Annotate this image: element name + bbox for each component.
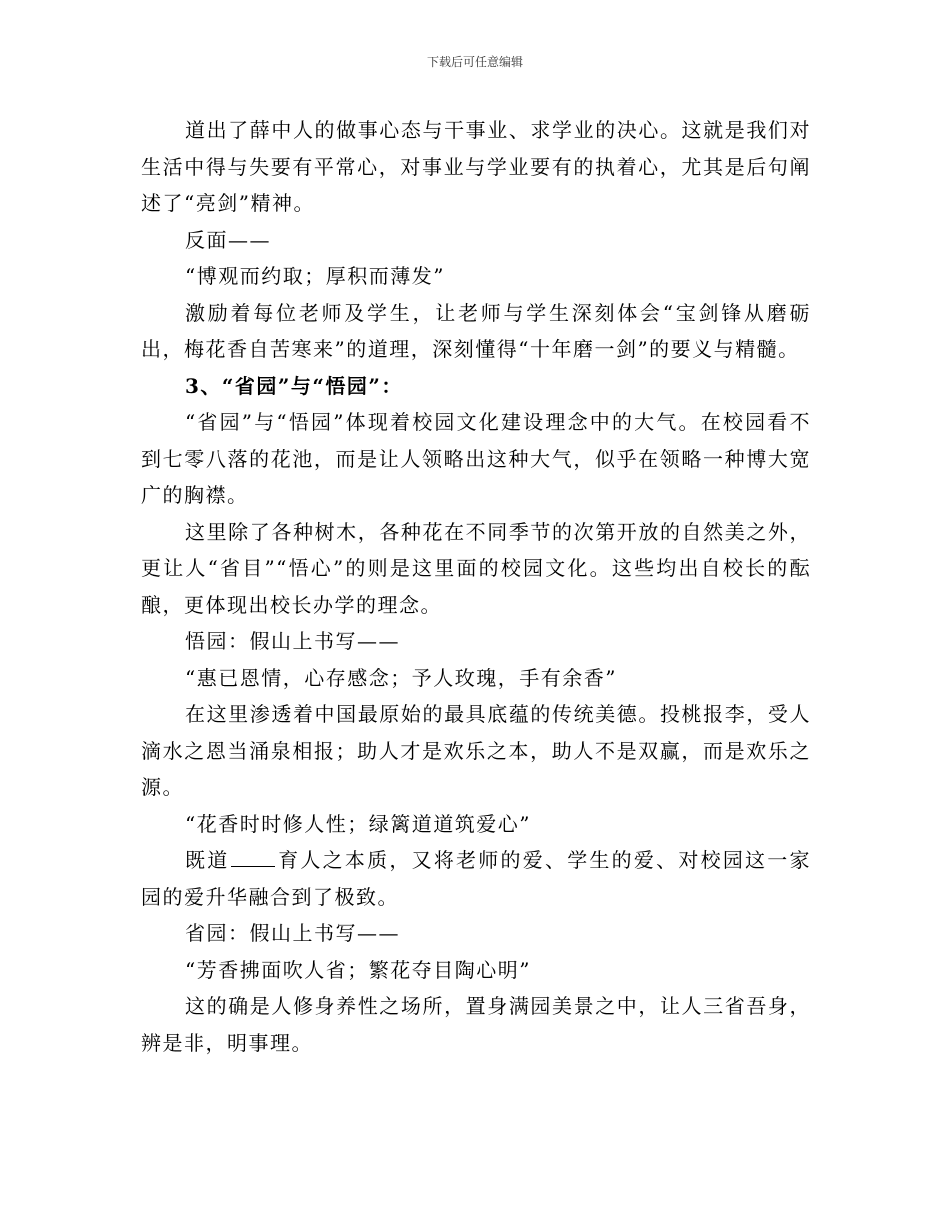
paragraph-text-start: 既道 bbox=[185, 848, 230, 872]
quote-line: “博观而约取；厚积而薄发” bbox=[185, 264, 445, 288]
paragraph: 在这里渗透着中国最原始的最具底蕴的传统美德。投桃报李，受人滴水之恩当涌泉相报；助人才是欢乐之本，助人不是双赢，而是欢乐之源。 bbox=[141, 702, 811, 799]
document-body bbox=[141, 112, 811, 1061]
page-header: 下载后可任意编辑 bbox=[426, 55, 523, 69]
paragraph: 省园：假山上书写—— bbox=[185, 921, 400, 945]
paragraph: 道出了薛中人的做事心态与干事业、求学业的决心。这就是我们对生活中得与失要有平常心，对事业与学业要有的执着心，尤其是后句阐述了“亮剑”精神。 bbox=[141, 118, 811, 215]
paragraph-text-end: 育人之本质，又将老师的爱、学生的爱、对校园这一家园的爱升华融合到了极致。 bbox=[141, 848, 812, 909]
paragraph: “省园”与“悟园”体现着校园文化建设理念中的大气。在校园看不到七零八落的花池，而是让人领略出这种大气，似乎在领略一种博大宽广的胸襟。 bbox=[141, 410, 811, 507]
paragraph: 激励着每位老师及学生，让老师与学生深刻体会“宝剑锋从磨砺出，梅花香自苦寒来”的道理，深刻懂得“十年磨一剑”的要义与精髓。 bbox=[141, 300, 811, 361]
quote-line: “惠已恩情，心存感念；予人玫瑰，手有余香” bbox=[185, 665, 617, 690]
paragraph bbox=[141, 842, 811, 915]
paragraph: 这的确是人修身养性之场所，置身满园美景之中，让人三省吾身，辨是非，明事理。 bbox=[141, 994, 811, 1055]
quote-line: “芳香拂面吹人省；繁花夺目陶心明” bbox=[185, 957, 531, 982]
blank-underline bbox=[231, 848, 275, 867]
paragraph: 这里除了各种树木，各种花在不同季节的次第开放的自然美之外，更让人“省目”“悟心”的则是这里面的校园文化。这些均出自校长的酝酿，更体现出校长办学的理念。 bbox=[141, 519, 811, 617]
paragraph: 悟园：假山上书写—— bbox=[185, 629, 400, 653]
section-heading: 3、“省园”与“悟园”： bbox=[185, 373, 403, 398]
quote-line: “花香时时修人性；绿篱道道筑爱心” bbox=[185, 811, 531, 836]
paragraph: 反面—— bbox=[185, 227, 271, 252]
